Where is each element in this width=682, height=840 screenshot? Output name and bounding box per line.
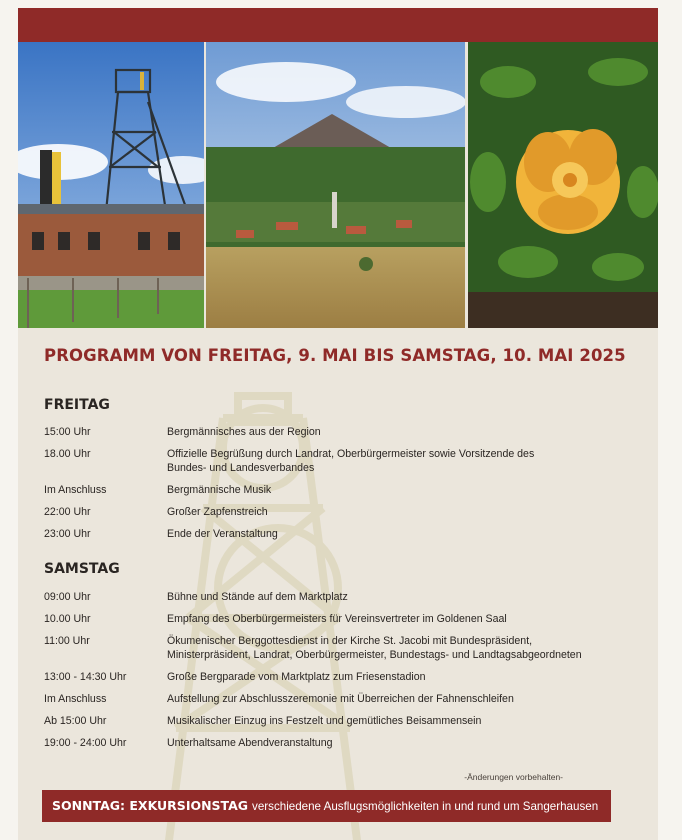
program-flyer [18, 8, 658, 840]
mine-headframe-building-photo [18, 42, 204, 328]
row-description [167, 634, 627, 662]
banner-lead: SONNTAG: EXKURSIONSTAG [52, 798, 249, 813]
row-description: Aufstellung zur Abschlusszeremonie mit Überreichen der Fahnenschleifen [167, 693, 514, 705]
row-description: Bergmännische Musik [167, 484, 272, 496]
row-description: Bergmännisches aus der Region [167, 426, 321, 438]
row-description-line: Offizielle Begrüßung durch Landrat, Oberbürgermeister sowie Vorsitzende des [167, 448, 535, 460]
row-description-line: Bundes- und Landesverbandes [167, 462, 315, 474]
changes-reserved-note: -Änderungen vorbehalten- [464, 772, 563, 782]
row-description: Großer Zapfenstreich [167, 506, 268, 518]
row-description-line: Ministerpräsident, Landrat, Oberbürgermeister, Bundestags- und Landtagsabgeordneten [167, 649, 582, 661]
friday-heading: FREITAG [44, 397, 110, 413]
slag-heap-landscape-photo [206, 42, 465, 328]
row-description: Bühne und Stände auf dem Marktplatz [167, 591, 348, 603]
row-time: 23:00 Uhr [44, 528, 91, 540]
row-time: 09:00 Uhr [44, 591, 91, 603]
row-description: Empfang des Oberbürgermeisters für Vereinsvertreter im Goldenen Saal [167, 613, 507, 625]
row-time: 11:00 Uhr [44, 635, 90, 647]
banner-text: verschiedene Ausflugsmöglichkeiten in und rund um Sangerhausen [252, 800, 599, 813]
top-color-bar [18, 8, 658, 42]
row-time: 22:00 Uhr [44, 506, 91, 518]
row-description [167, 447, 627, 475]
row-time: 19:00 - 24:00 Uhr [44, 737, 127, 749]
row-description: Unterhaltsame Abendveranstaltung [167, 737, 333, 749]
sunday-banner [42, 790, 611, 822]
row-description: Musikalischer Einzug ins Festzelt und gemütliches Beisammensein [167, 715, 482, 727]
program-title: PROGRAMM VON FREITAG, 9. MAI BIS SAMSTAG, 10. MAI 2025 [44, 346, 626, 365]
row-time: Im Anschluss [44, 484, 107, 496]
row-time: 10.00 Uhr [44, 613, 91, 625]
yellow-rose-photo [468, 42, 658, 328]
row-description-line: Ökumenischer Berggottesdienst in der Kirche St. Jacobi mit Bundespräsident, [167, 635, 533, 647]
row-time: 18.00 Uhr [44, 448, 91, 460]
row-time: 15:00 Uhr [44, 426, 91, 438]
row-description: Ende der Veranstaltung [167, 528, 278, 540]
row-time: Ab 15:00 Uhr [44, 715, 107, 727]
row-time: 13:00 - 14:30 Uhr [44, 671, 127, 683]
row-description: Große Bergparade vom Marktplatz zum Friesenstadion [167, 671, 426, 683]
row-time: Im Anschluss [44, 693, 107, 705]
saturday-heading: SAMSTAG [44, 561, 120, 577]
